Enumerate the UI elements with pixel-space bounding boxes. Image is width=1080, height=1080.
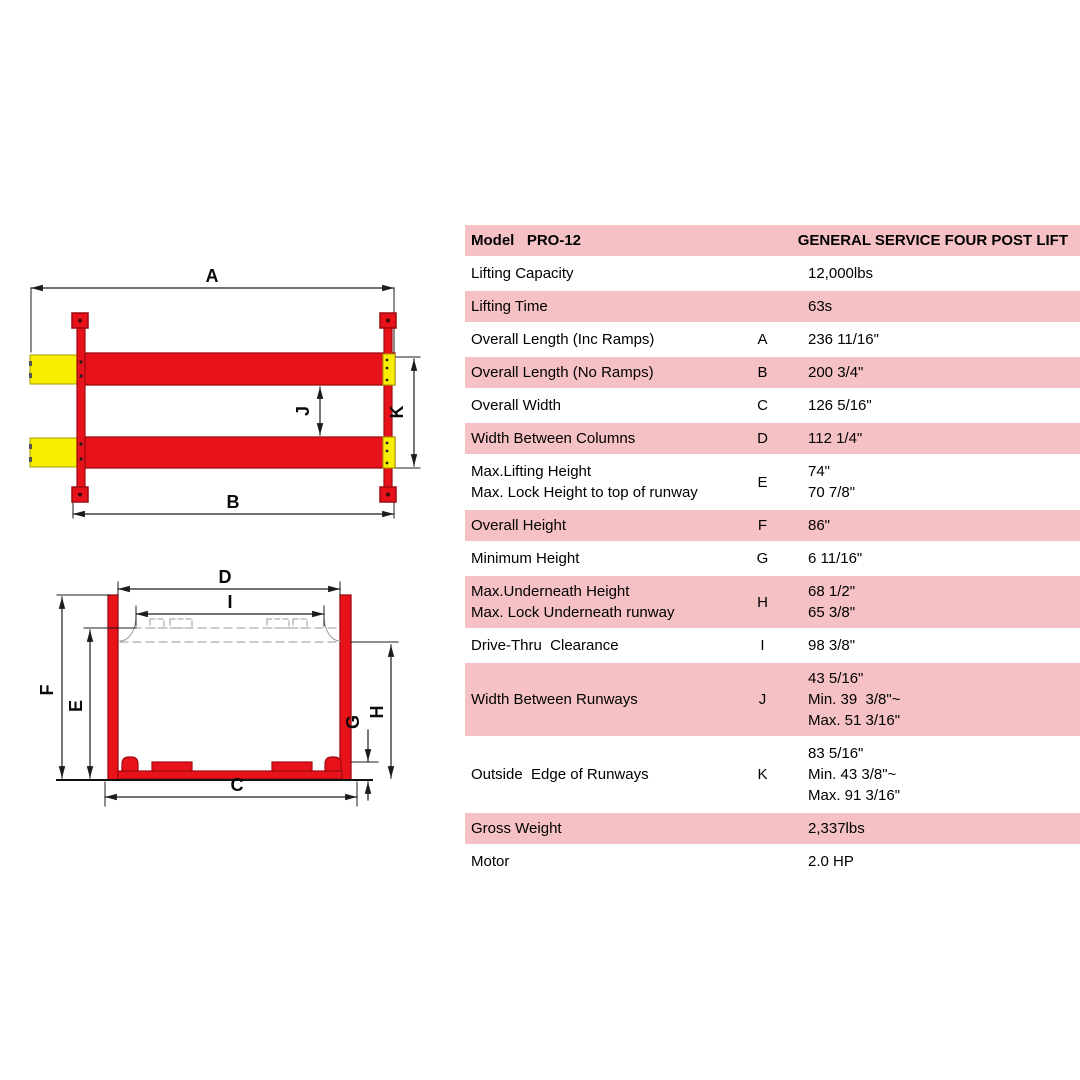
wheel-stop-right xyxy=(272,762,312,771)
spec-value: 6 11/16" xyxy=(808,550,863,567)
spec-value-cell xyxy=(790,668,1080,731)
spec-label: Motor xyxy=(471,853,510,870)
crossbeam-left xyxy=(77,327,85,489)
wheel-stop-left xyxy=(152,762,192,771)
spec-value: 74" xyxy=(808,463,831,480)
ramp-hinge-mark xyxy=(29,457,32,462)
spec-row xyxy=(465,258,1080,291)
spec-table-body xyxy=(465,258,1080,879)
spec-value-cell xyxy=(790,581,1080,623)
spec-row xyxy=(465,510,1080,543)
ramp-top xyxy=(30,355,77,384)
spec-value: 65 3/8" xyxy=(808,604,856,621)
spec-value: 2.0 HP xyxy=(808,853,854,870)
spec-label: Overall Length (Inc Ramps) xyxy=(471,331,655,348)
spec-value: Max. 91 3/16" xyxy=(808,787,901,804)
dim-letter: K xyxy=(757,766,768,783)
raised-runway-phantom xyxy=(120,616,340,642)
lock-plate-bottom xyxy=(383,437,395,468)
spec-value: 63s xyxy=(808,298,833,315)
dim-letter: G xyxy=(756,550,769,567)
dim-label-K: K xyxy=(387,405,407,419)
spec-value-cell xyxy=(790,329,1080,350)
spec-value-cell xyxy=(790,548,1080,569)
spec-label-cell xyxy=(465,515,735,536)
top-view-diagram xyxy=(29,266,420,518)
lock-plate-top xyxy=(383,354,395,385)
spec-value: 126 5/16" xyxy=(808,397,872,414)
ramp-hinge-mark xyxy=(29,373,32,378)
spec-label-cell xyxy=(465,818,735,839)
spec-row xyxy=(465,813,1080,846)
spec-label-cell xyxy=(465,296,735,317)
ramp-curl-right xyxy=(325,757,341,771)
spec-value: Max. 51 3/16" xyxy=(808,712,901,729)
spec-value-cell xyxy=(790,851,1080,872)
spec-label: Outside Edge of Runways xyxy=(471,766,649,783)
dim-label-H: H xyxy=(367,705,387,719)
dim-label-C: C xyxy=(230,775,244,795)
dim-label-D: D xyxy=(218,567,232,587)
spec-label: Width Between Columns xyxy=(471,430,636,447)
spec-label: Lifting Time xyxy=(471,298,548,315)
spec-label: Overall Width xyxy=(471,397,562,414)
spec-label: Lifting Capacity xyxy=(471,265,574,282)
column-right xyxy=(340,595,351,780)
spec-value-cell xyxy=(790,428,1080,449)
spec-value: 70 7/8" xyxy=(808,484,856,501)
dim-label-G: G xyxy=(343,714,363,730)
spec-label-cell xyxy=(465,581,735,623)
spec-row xyxy=(465,846,1080,879)
spec-value: 83 5/16" xyxy=(808,745,864,762)
spec-value: 236 11/16" xyxy=(808,331,879,348)
ramp-hinge-mark xyxy=(29,361,32,366)
spec-value: 43 5/16" xyxy=(808,670,864,687)
spec-label: Overall Length (No Ramps) xyxy=(471,364,654,381)
spec-value: Min. 43 3/8"~ xyxy=(808,766,897,783)
spec-label: Width Between Runways xyxy=(471,691,638,708)
spec-label-cell xyxy=(465,764,735,785)
spec-label-cell xyxy=(465,461,735,503)
spec-row xyxy=(465,324,1080,357)
spec-label: Max. Lock Height to top of runway xyxy=(471,484,698,501)
spec-label: Max.Underneath Height xyxy=(471,583,630,600)
spec-label-cell xyxy=(465,362,735,383)
runway-bottom xyxy=(85,437,395,468)
dim-label-I: I xyxy=(227,592,233,612)
spec-label: Gross Weight xyxy=(471,820,562,837)
spec-row xyxy=(465,357,1080,390)
dim-letter: J xyxy=(758,691,767,708)
spec-value: 12,000lbs xyxy=(808,265,874,282)
spec-row xyxy=(465,291,1080,324)
ramp-curl-left xyxy=(122,757,138,771)
spec-label: Minimum Height xyxy=(471,550,580,567)
spec-label: Max. Lock Underneath runway xyxy=(471,604,675,621)
dim-label-B: B xyxy=(226,492,240,512)
spec-table xyxy=(465,225,1080,879)
dim-letter: A xyxy=(757,331,768,348)
column-left xyxy=(108,595,118,780)
spec-row xyxy=(465,390,1080,423)
dim-letter: D xyxy=(757,430,768,447)
dim-label-J: J xyxy=(293,405,313,417)
spec-label: Max.Lifting Height xyxy=(471,463,592,480)
dim-letter: E xyxy=(757,473,768,491)
spec-row xyxy=(465,663,1080,738)
spec-label: Drive-Thru Clearance xyxy=(471,637,619,654)
spec-value-cell xyxy=(790,515,1080,536)
spec-value: 112 1/4" xyxy=(808,430,863,447)
spec-value: 200 3/4" xyxy=(808,364,864,381)
spec-value: 2,337lbs xyxy=(808,820,865,837)
spec-row xyxy=(465,423,1080,456)
spec-value-cell xyxy=(790,263,1080,284)
spec-value-cell xyxy=(790,635,1080,656)
spec-value-cell xyxy=(790,395,1080,416)
dim-label-F: F xyxy=(37,684,57,696)
front-view-diagram xyxy=(37,567,398,806)
product-title: GENERAL SERVICE FOUR POST LIFT xyxy=(797,232,1068,249)
spec-value-cell xyxy=(790,362,1080,383)
spec-row xyxy=(465,576,1080,630)
spec-label-cell xyxy=(465,329,735,350)
spec-table-header xyxy=(465,225,1080,258)
spec-row xyxy=(465,456,1080,510)
dim-letter: C xyxy=(757,397,768,414)
spec-label: Overall Height xyxy=(471,517,567,534)
spec-row xyxy=(465,738,1080,813)
dim-label-E: E xyxy=(66,699,86,713)
spec-label-cell xyxy=(465,851,735,872)
ramp-bottom xyxy=(30,438,77,467)
spec-value-cell xyxy=(790,743,1080,806)
dim-letter: B xyxy=(757,364,768,381)
spec-label-cell xyxy=(465,395,735,416)
spec-value-cell xyxy=(790,461,1080,503)
spec-label-cell xyxy=(465,689,735,710)
spec-value-cell xyxy=(790,818,1080,839)
dim-letter: F xyxy=(757,517,768,534)
spec-value-cell xyxy=(790,296,1080,317)
corner-posts xyxy=(72,313,396,502)
spec-value: Min. 39 3/8"~ xyxy=(808,691,901,708)
spec-label-cell xyxy=(465,635,735,656)
model-name: Model PRO-12 xyxy=(471,232,582,249)
spec-value: 98 3/8" xyxy=(808,637,856,654)
spec-value: 86" xyxy=(808,517,831,534)
spec-label-cell xyxy=(465,548,735,569)
dim-label-A: A xyxy=(205,266,219,286)
dim-letter: I xyxy=(760,637,765,654)
ramp-hinge-mark xyxy=(29,444,32,449)
post-bolts xyxy=(78,319,390,497)
dim-letter: H xyxy=(757,593,768,611)
spec-label-cell xyxy=(465,428,735,449)
spec-value: 68 1/2" xyxy=(808,583,856,600)
spec-label-cell xyxy=(465,263,735,284)
spec-row xyxy=(465,543,1080,576)
spec-row xyxy=(465,630,1080,663)
runway-top xyxy=(85,353,395,385)
